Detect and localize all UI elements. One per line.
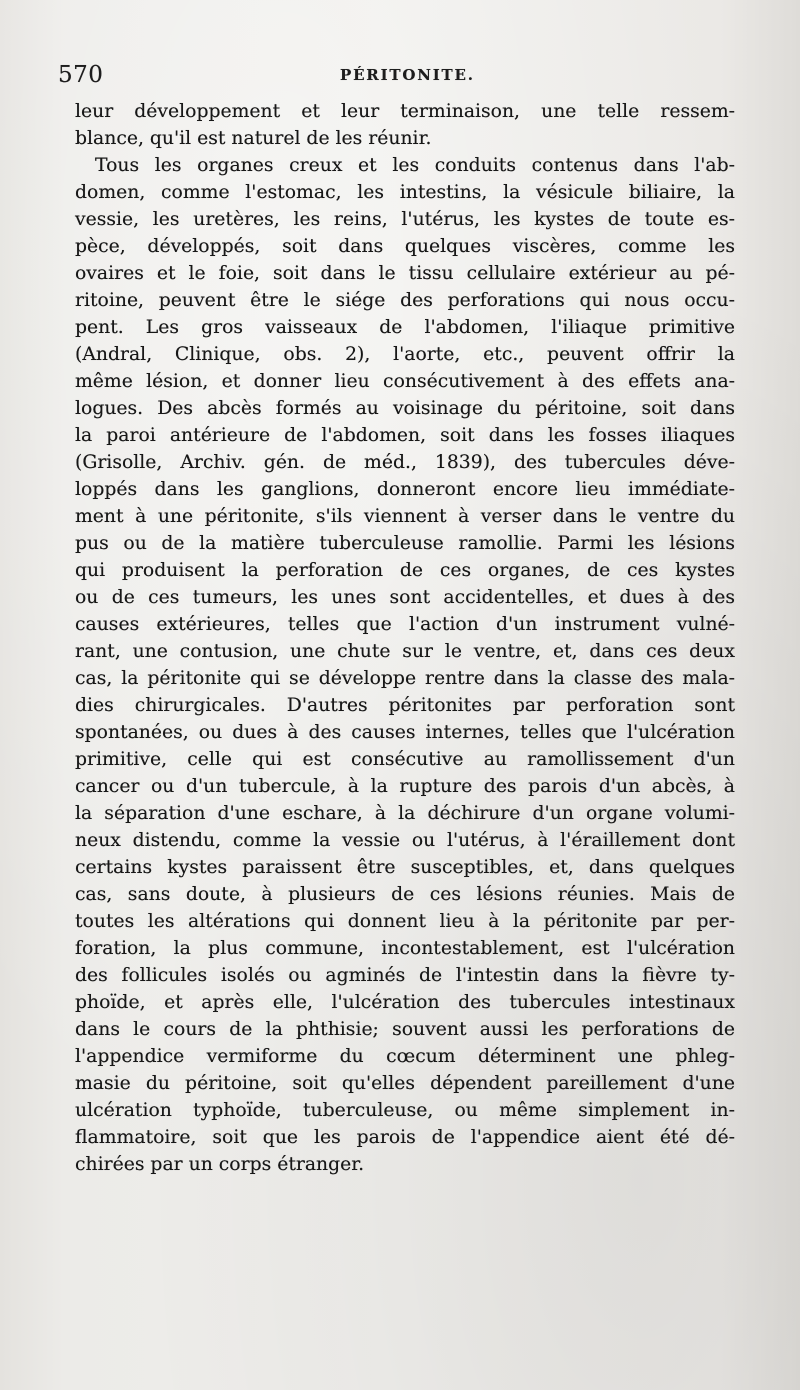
text-line: certains kystes paraissent être susceptibles, et, dans quelques — [75, 857, 735, 878]
text-line: blance, qu'il est naturel de les réunir. — [75, 128, 432, 149]
text-line: ritoine, peuvent être le siége des perforations qui nous occu- — [75, 290, 735, 311]
page-number: 570 — [58, 62, 104, 88]
text-line: pèce, développés, soit dans quelques viscères, comme les — [75, 236, 735, 257]
text-line: vessie, les uretères, les reins, l'utérus, les kystes de toute es- — [75, 209, 735, 230]
text-line: pent. Les gros vaisseaux de l'abdomen, l'iliaque primitive — [75, 317, 735, 338]
text-line: flammatoire, soit que les parois de l'appendice aient été dé- — [75, 1127, 735, 1148]
text-line: toutes les altérations qui donnent lieu à la péritonite par per- — [75, 911, 735, 932]
text-line: chirées par un corps étranger. — [75, 1154, 365, 1175]
text-line: l'appendice vermiforme du cœcum déterminent une phleg- — [75, 1046, 735, 1067]
text-line: masie du péritoine, soit qu'elles dépendent pareillement d'une — [75, 1073, 735, 1094]
text-line: causes extérieures, telles que l'action d'un instrument vulné- — [75, 614, 735, 635]
text-line: rant, une contusion, une chute sur le ventre, et, dans ces deux — [75, 641, 735, 662]
text-line: foration, la plus commune, incontestablement, est l'ulcération — [75, 938, 735, 959]
text-line: dies chirurgicales. D'autres péritonites par perforation sont — [75, 695, 735, 716]
text-line: cancer ou d'un tubercule, à la rupture des parois d'un abcès, à — [75, 776, 735, 797]
text-line: dans le cours de la phthisie; souvent aussi les perforations de — [75, 1019, 735, 1040]
body-text — [75, 98, 735, 1178]
text-line: ovaires et le foie, soit dans le tissu cellulaire extérieur au pé- — [75, 263, 735, 284]
text-line: domen, comme l'estomac, les intestins, la vésicule biliaire, la — [75, 182, 735, 203]
text-line: même lésion, et donner lieu consécutivement à des effets ana- — [75, 371, 735, 392]
text-line: ment à une péritonite, s'ils viennent à verser dans le ventre du — [75, 506, 735, 527]
text-line: Tous les organes creux et les conduits contenus dans l'ab- — [95, 155, 735, 176]
text-line: phoïde, et après elle, l'ulcération des tubercules intestinaux — [75, 992, 735, 1013]
text-line: des follicules isolés ou agminés de l'intestin dans la fièvre ty- — [75, 965, 735, 986]
text-line: la paroi antérieure de l'abdomen, soit dans les fosses iliaques — [75, 425, 735, 446]
text-line: la séparation d'une eschare, à la déchirure d'un organe volumi- — [75, 803, 735, 824]
text-line: leur développement et leur terminaison, une telle ressem- — [75, 101, 735, 122]
text-line: cas, la péritonite qui se développe rentre dans la classe des mala- — [75, 668, 735, 689]
text-line: ou de ces tumeurs, les unes sont accidentelles, et dues à des — [75, 587, 735, 608]
text-line: (Andral, Clinique, obs. 2), l'aorte, etc., peuvent offrir la — [75, 344, 735, 365]
running-title: PÉRITONITE. — [340, 66, 475, 84]
text-line: neux distendu, comme la vessie ou l'utérus, à l'éraillement dont — [75, 830, 735, 851]
text-line: logues. Des abcès formés au voisinage du péritoine, soit dans — [75, 398, 735, 419]
text-line: pus ou de la matière tuberculeuse ramollie. Parmi les lésions — [75, 533, 735, 554]
text-line: (Grisolle, Archiv. gén. de méd., 1839), des tubercules déve- — [75, 452, 735, 473]
page-header — [58, 60, 738, 90]
text-line: loppés dans les ganglions, donneront encore lieu immédiate- — [75, 479, 735, 500]
text-line: ulcération typhoïde, tuberculeuse, ou même simplement in- — [75, 1100, 735, 1121]
text-line: spontanées, ou dues à des causes internes, telles que l'ulcération — [75, 722, 735, 743]
text-line: primitive, celle qui est consécutive au ramollissement d'un — [75, 749, 735, 770]
text-line: qui produisent la perforation de ces organes, de ces kystes — [75, 560, 735, 581]
text-line: cas, sans doute, à plusieurs de ces lésions réunies. Mais de — [75, 884, 735, 905]
